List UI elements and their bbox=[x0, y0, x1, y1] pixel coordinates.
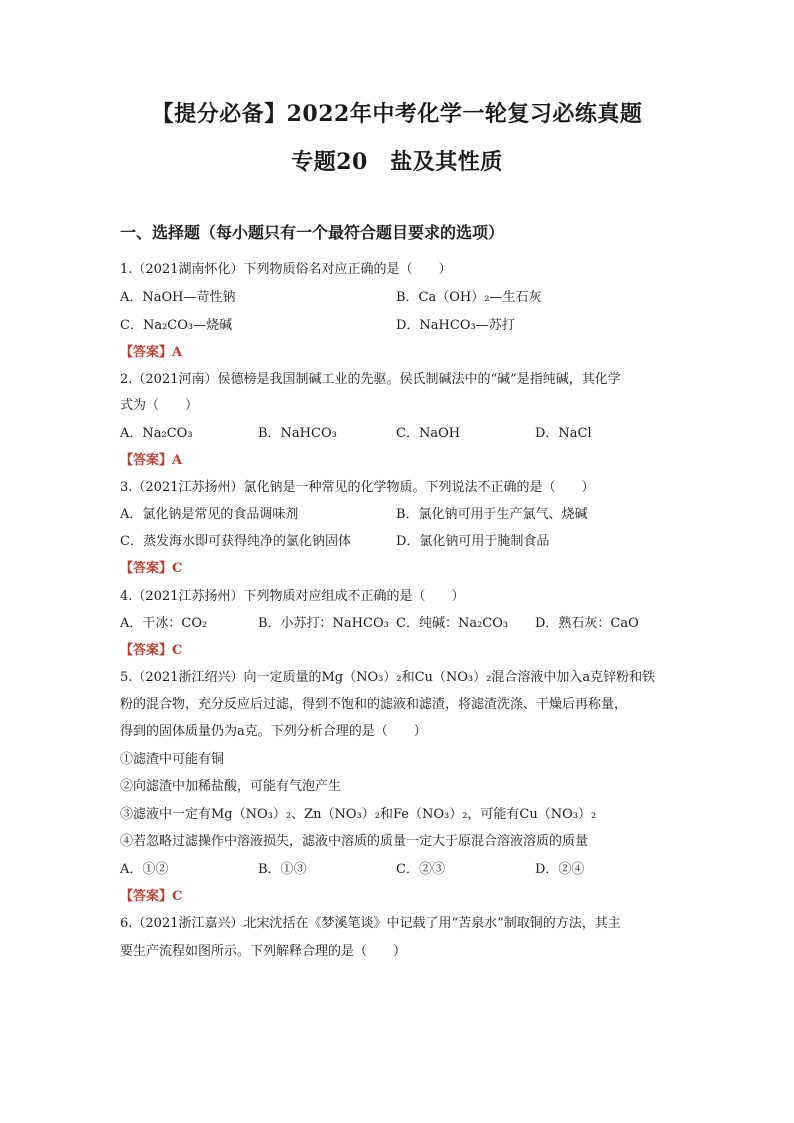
question-2-stem-line-1: 2.（2021河南）侯德榜是我国制碱工业的先驱。侯氏制碱法中的“碱”是指纯碱，其化学 bbox=[120, 372, 621, 387]
question-5-stem-line-3: 得到的固体质量仍为a克。下列分析合理的是（ ） bbox=[120, 724, 427, 739]
question-5-option-d: D．②④ bbox=[535, 862, 585, 877]
question-2-option-a: A．Na₂CO₃ bbox=[120, 426, 193, 441]
question-6-stem-line-2: 要生产流程如图所示。下列解释合理的是（ ） bbox=[120, 944, 407, 959]
question-4-option-d: D．熟石灰：CaO bbox=[535, 616, 639, 631]
question-5-option-c: C．②③ bbox=[396, 862, 445, 877]
question-1-stem: 1.（2021湖南怀化）下列物质俗名对应正确的是（ ） bbox=[120, 262, 452, 277]
question-2-option-b: B．NaHCO₃ bbox=[258, 426, 337, 441]
question-3-option-b: B．氯化钠可用于生产氯气、烧碱 bbox=[396, 507, 588, 522]
question-3-option-d: D．氯化钠可用于腌制食品 bbox=[396, 534, 550, 549]
question-3-option-c: C．蒸发海水即可获得纯净的氯化钠固体 bbox=[120, 534, 351, 549]
question-2-stem-line-2: 式为（ ） bbox=[120, 398, 199, 413]
question-1-option-b: B．Ca（OH）₂—生石灰 bbox=[396, 290, 542, 305]
question-1-option-a: A．NaOH—苛性钠 bbox=[120, 290, 236, 305]
question-1-answer: 【答案】A bbox=[120, 345, 183, 360]
question-2-answer: 【答案】A bbox=[120, 453, 183, 468]
question-5-statement-4: ④若忽略过滤操作中溶液损失，滤液中溶质的质量一定大于原混合溶液溶质的质量 bbox=[120, 834, 589, 849]
question-5-stem-line-2: 粉的混合物，充分反应后过滤，得到不饱和的滤液和滤渣，将滤渣洗涤、干燥后再称量， bbox=[120, 697, 628, 712]
question-2-option-d: D．NaCl bbox=[535, 426, 592, 441]
document-title: 【提分必备】2022年中考化学一轮复习必练真题 bbox=[151, 101, 643, 127]
question-5-option-a: A．①② bbox=[120, 862, 169, 877]
document-subtitle: 专题20 盐及其性质 bbox=[291, 149, 503, 175]
question-5-stem-line-1: 5.（2021浙江绍兴）向一定质量的Mg（NO₃）₂和Cu（NO₃）₂混合溶液中加入a克锌粉和铁 bbox=[120, 670, 656, 685]
question-4-option-a: A．干冰：CO₂ bbox=[120, 616, 208, 631]
question-4-option-b: B．小苏打：NaHCO₃ bbox=[258, 616, 389, 631]
question-1-option-d: D．NaHCO₃—苏打 bbox=[396, 318, 515, 333]
question-4-option-c: C．纯碱：Na₂CO₃ bbox=[396, 616, 509, 631]
question-3-stem: 3.（2021江苏扬州）氯化钠是一种常见的化学物质。下列说法不正确的是（ ） bbox=[120, 480, 595, 495]
question-2-option-c: C．NaOH bbox=[396, 426, 461, 441]
question-3-answer: 【答案】C bbox=[120, 561, 183, 576]
question-4-stem: 4.（2021江苏扬州）下列物质对应组成不正确的是（ ） bbox=[120, 589, 465, 604]
question-5-statement-2: ②向滤渣中加稀盐酸，可能有气泡产生 bbox=[120, 779, 342, 794]
question-5-statement-1: ①滤渣中可能有铜 bbox=[120, 752, 225, 767]
question-5-answer: 【答案】C bbox=[120, 889, 183, 904]
question-4-answer: 【答案】C bbox=[120, 643, 183, 658]
section-heading: 一、选择题（每小题只有一个最符合题目要求的选项） bbox=[120, 223, 505, 242]
question-3-option-a: A．氯化钠是常见的食品调味剂 bbox=[120, 507, 299, 522]
question-1-option-c: C．Na₂CO₃—烧碱 bbox=[120, 318, 233, 333]
question-5-statement-3: ③滤液中一定有Mg（NO₃）₂、Zn（NO₃）₂和Fe（NO₃）₂，可能有Cu（NO₃）₂ bbox=[120, 807, 597, 822]
question-5-option-b: B．①③ bbox=[258, 862, 307, 877]
question-6-stem-line-1: 6.（2021浙江嘉兴）北宋沈括在《梦溪笔谈》中记载了用“苦泉水”制取铜的方法，其主 bbox=[120, 916, 621, 931]
